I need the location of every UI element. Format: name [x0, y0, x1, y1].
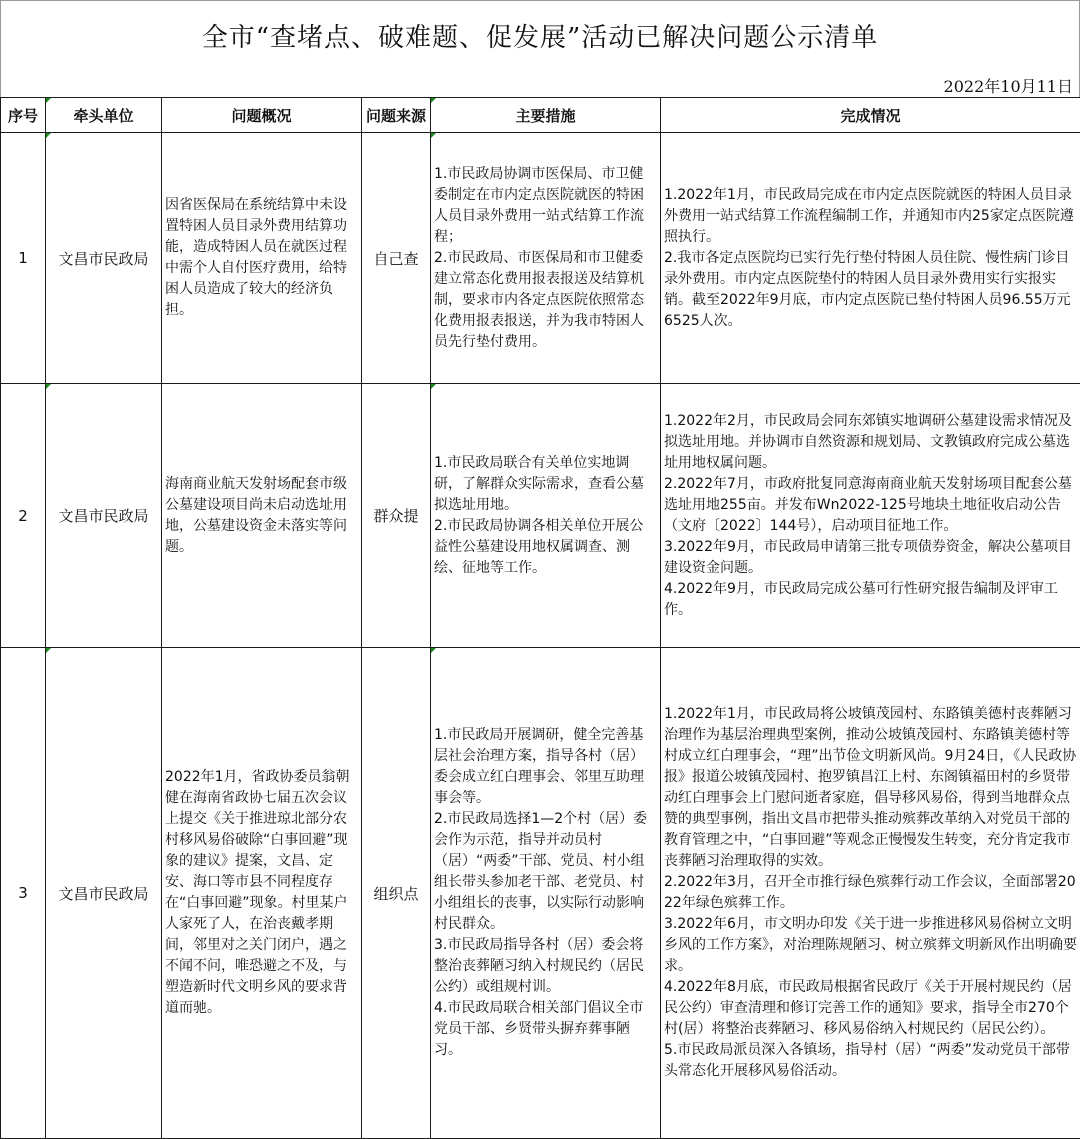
row-source: 自己查 [362, 133, 431, 384]
row-measures: 1.市民政局协调市医保局、市卫健委制定在市内定点医院就医的特困人员目录外费用一站式结算工作流程； 2.市民政局、市医保局和市卫健委建立常态化费用报表报送及结算机制，要求市内各定点医院依照常态化费用报表报送，并为我市特困人员先行垫付费用。 [431, 133, 661, 384]
page-title: 全市“查堵点、破难题、促发展”活动已解决问题公示清单 [201, 23, 879, 53]
row-problem: 海南商业航天发射场配套市级公墓建设项目尚未启动选址用地，公墓建设资金未落实等问题。 [162, 384, 362, 648]
row-unit: 文昌市民政局 [46, 384, 162, 648]
header-measures: 主要措施 [431, 98, 661, 133]
row-status: 1.2022年1月，市民政局完成在市内定点医院就医的特困人员目录外费用一站式结算工作流程编制工作，并通知市内25家定点医院遵照执行。 2.我市各定点医院均已实行先行垫付特困人员住院、慢性病门诊目录外费用。市内定点医院垫付的特困人员目录外费用实行实报实销。截至2022年9月底，市内定点医院已垫付特困人员96.55万元6525人次。 [661, 133, 1080, 384]
row-measures: 1.市民政局联合有关单位实地调研，了解群众实际需求，查看公墓拟选址用地。 2.市民政局协调各相关单位开展公益性公墓建设用地权属调查、测绘、征地等工作。 [431, 384, 661, 648]
header-status: 完成情况 [661, 98, 1080, 133]
header-unit: 牵头单位 [46, 98, 162, 133]
table-row [1, 133, 1080, 384]
table-row [1, 648, 1080, 1139]
publish-date: 2022年10月11日 [943, 77, 1073, 96]
row-unit: 文昌市民政局 [46, 133, 162, 384]
header-index: 序号 [1, 98, 46, 133]
title-row [0, 0, 1080, 70]
header-source: 问题来源 [362, 98, 431, 133]
row-index: 2 [1, 384, 46, 648]
table-header-row [1, 98, 1080, 133]
header-problem: 问题概况 [162, 98, 362, 133]
table-row [1, 384, 1080, 648]
row-status: 1.2022年1月，市民政局将公坡镇茂园村、东路镇美德村丧葬陋习治理作为基层治理典型案例，推动公坡镇茂园村、东路镇美德村等村成立红白理事会，“理”出节俭文明新风尚。9月24日，《人民政协报》报道公坡镇茂园村、抱罗镇昌江上村、东阁镇福田村的乡贤带动红白理事会上门慰问逝者家庭，倡导移风易俗，得到当地群众点赞的典型事例，指出文昌市把带头推动殡葬改革纳入对党员干部的教育管理之中，“白事回避”等观念正慢慢发生转变，充分肯定我市丧葬陋习治理取得的实效。 2.2022年3月，召开全市推行绿色殡葬行动工作会议，全面部署2022年绿色殡葬工作。 3.2022年6月，市文明办印发《关于进一步推进移风易俗树立文明乡风的工作方案》，对治理陈规陋习、树立殡葬文明新风作出明确要求。 4.2022年8月底，市民政局根据省民政厅《关于开展村规民约（居民公约）审查清理和修订完善工作的通知》要求，指导全市270个村(居）将整治丧葬陋习、移风易俗纳入村规民约（居民公约）。 5.市民政局派员深入各镇场，指导村（居）“两委”发动党员干部带头常态化开展移风易俗活动。 [661, 648, 1080, 1139]
row-unit: 文昌市民政局 [46, 648, 162, 1139]
date-row [0, 70, 1080, 97]
row-measures: 1.市民政局开展调研，健全完善基层社会治理方案，指导各村（居）委会成立红白理事会、邻里互助理事会等。 2.市民政局选择1—2个村（居）委会作为示范，指导并动员村（居）“两委”干部、党员、村小组组长带头参加老干部、老党员、村小组组长的丧事，以实际行动影响村民群众。 3.市民政局指导各村（居）委会将整治丧葬陋习纳入村规民约（居民公约）或组规村训。 4.市民政局联合相关部门倡议全市党员干部、乡贤带头摒弃葬事陋习。 [431, 648, 661, 1139]
row-status: 1.2022年2月，市民政局会同东郊镇实地调研公墓建设需求情况及拟选址用地。并协调市自然资源和规划局、文教镇政府完成公墓选址用地权属问题。 2.2022年7月，市政府批复同意海南商业航天发射场项目配套公墓选址用地255亩。并发布Wn2022-125号地块土地征收启动公告（文府〔2022〕144号），启动项目征地工作。 3.2022年9月，市民政局申请第三批专项债券资金，解决公墓项目建设资金问题。 4.2022年9月，市民政局完成公墓可行性研究报告编制及评审工作。 [661, 384, 1080, 648]
row-source: 组织点 [362, 648, 431, 1139]
row-index: 3 [1, 648, 46, 1139]
row-problem: 2022年1月，省政协委员翁朝健在海南省政协七届五次会议上提交《关于推进琼北部分农村移风易俗破除“白事回避”现象的建议》提案，文昌、定安、海口等市县不同程度存在“白事回避”现象。村里某户人家死了人，在治丧戴孝期间，邻里对之关门闭户，遇之不闻不问，唯恐避之不及，与塑造新时代文明乡风的要求背道而驰。 [162, 648, 362, 1139]
problem-list-table [0, 97, 1080, 1139]
row-problem: 因省医保局在系统结算中未设置特困人员目录外费用结算功能，造成特困人员在就医过程中需个人自付医疗费用，给特困人员造成了较大的经济负担。 [162, 133, 362, 384]
row-index: 1 [1, 133, 46, 384]
row-source: 群众提 [362, 384, 431, 648]
